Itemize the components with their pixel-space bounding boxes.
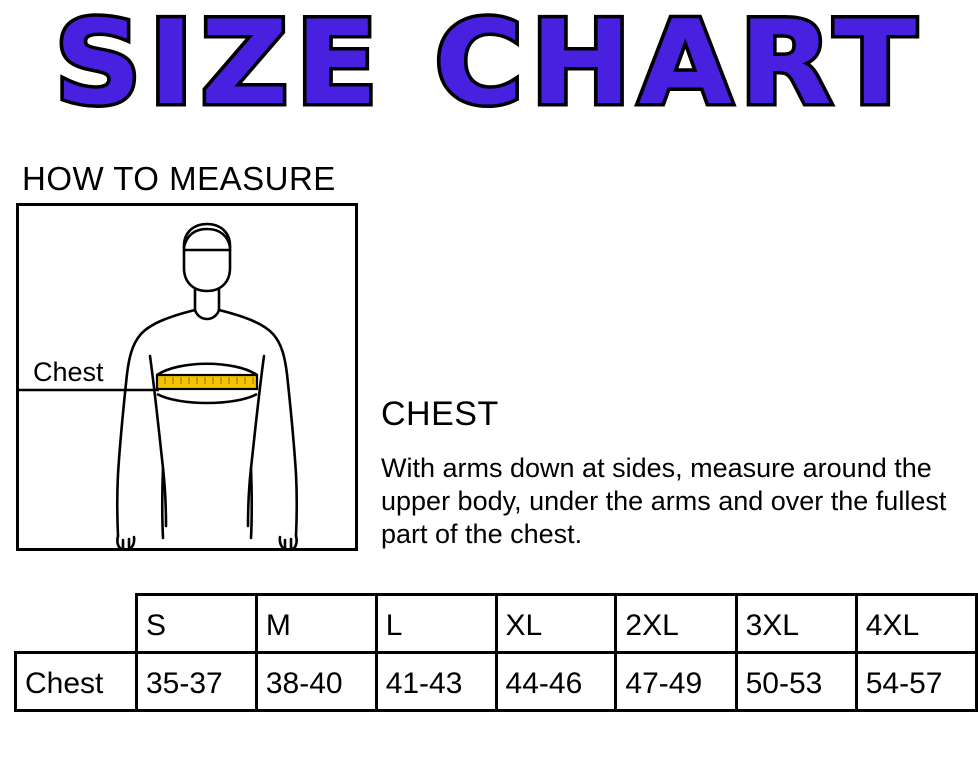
diagram-chest-label: Chest <box>33 357 104 387</box>
table-row <box>16 653 977 711</box>
cell-chest-l: 41-43 <box>376 653 496 711</box>
table-header-size-4xl: 4XL <box>856 595 976 653</box>
tape-measure <box>157 364 257 403</box>
table-header-size-l: L <box>376 595 496 653</box>
table-corner-cell <box>16 595 137 653</box>
size-chart-table <box>14 593 978 712</box>
cell-chest-s: 35-37 <box>136 653 256 711</box>
page-title: SIZE CHART <box>54 0 924 131</box>
cell-chest-2xl: 47-49 <box>616 653 736 711</box>
table-header-size-s: S <box>136 595 256 653</box>
description-heading: CHEST <box>381 395 499 433</box>
cell-chest-m: 38-40 <box>256 653 376 711</box>
table-header-size-m: M <box>256 595 376 653</box>
table-header-size-2xl: 2XL <box>616 595 736 653</box>
table-header-size-xl: XL <box>496 595 616 653</box>
cell-chest-4xl: 54-57 <box>856 653 976 711</box>
description-body: With arms down at sides, measure around the upper body, under the arms and over the fullest part of the chest. <box>381 453 947 549</box>
row-label-chest: Chest <box>16 653 137 711</box>
cell-chest-3xl: 50-53 <box>736 653 856 711</box>
how-to-measure-heading: HOW TO MEASURE <box>22 160 336 197</box>
table-header-size-3xl: 3XL <box>736 595 856 653</box>
cell-chest-xl: 44-46 <box>496 653 616 711</box>
table-header-row <box>16 595 977 653</box>
